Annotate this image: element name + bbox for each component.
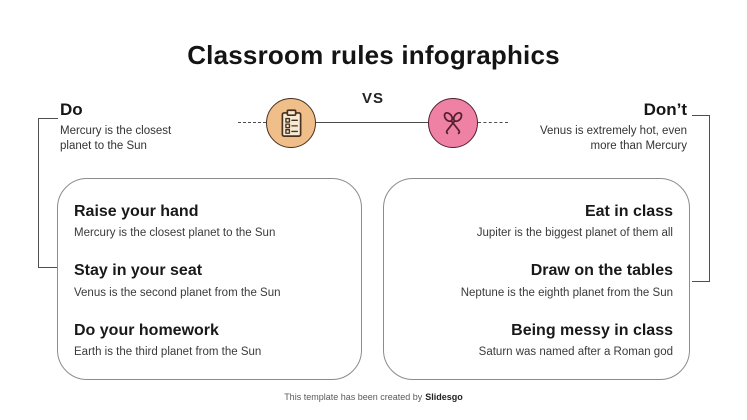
- rule-description: Mercury is the closest planet to the Sun: [74, 227, 276, 240]
- rule-description: Earth is the third planet from the Sun: [74, 346, 262, 359]
- do-card: [57, 178, 362, 380]
- do-subtitle: Mercury is the closest planet to the Sun: [60, 124, 172, 153]
- rule-item: [400, 262, 673, 300]
- rule-title: Do your homework: [74, 321, 219, 339]
- footer: [0, 392, 747, 402]
- do-heading: Do: [60, 100, 83, 119]
- rule-item: [400, 203, 673, 241]
- dont-header: [535, 101, 687, 155]
- do-header: [60, 101, 202, 155]
- footer-brand: Slidesgo: [425, 392, 463, 402]
- do-circle: [266, 98, 316, 148]
- rule-title: Eat in class: [584, 203, 673, 220]
- rule-description: Saturn was named after a Roman god: [478, 346, 673, 359]
- footer-text: This template has been created by: [284, 392, 423, 402]
- rule-item: [74, 262, 345, 300]
- dont-subtitle: Venus is extremely hot, even more than Mercury: [539, 124, 687, 153]
- do-bracket: [38, 118, 58, 268]
- rule-item: [74, 203, 345, 241]
- dashed-line-right: [478, 122, 508, 123]
- rule-description: Venus is the second planet from the Sun: [74, 286, 281, 299]
- rule-item: [74, 322, 345, 360]
- page-title: Classroom rules infographics: [187, 40, 560, 70]
- rule-title: Raise your hand: [74, 203, 199, 220]
- dashed-line-left: [238, 122, 266, 123]
- vs-label: VS: [361, 90, 384, 107]
- dont-heading: Don’t: [643, 100, 687, 119]
- rule-description: Jupiter is the biggest planet of them all: [476, 227, 673, 240]
- connector-line: [316, 122, 428, 123]
- dont-card: [383, 178, 690, 380]
- rule-item: [400, 322, 673, 360]
- crossed-cutlery-icon: [439, 109, 467, 137]
- rule-description: Neptune is the eighth planet from the Sun: [460, 286, 673, 299]
- dont-bracket: [692, 115, 710, 282]
- rule-title: Being messy in class: [511, 321, 673, 339]
- rule-title: Stay in your seat: [74, 262, 203, 280]
- rule-title: Draw on the tables: [530, 262, 673, 280]
- dont-circle: [428, 98, 478, 148]
- clipboard-icon: [278, 109, 305, 138]
